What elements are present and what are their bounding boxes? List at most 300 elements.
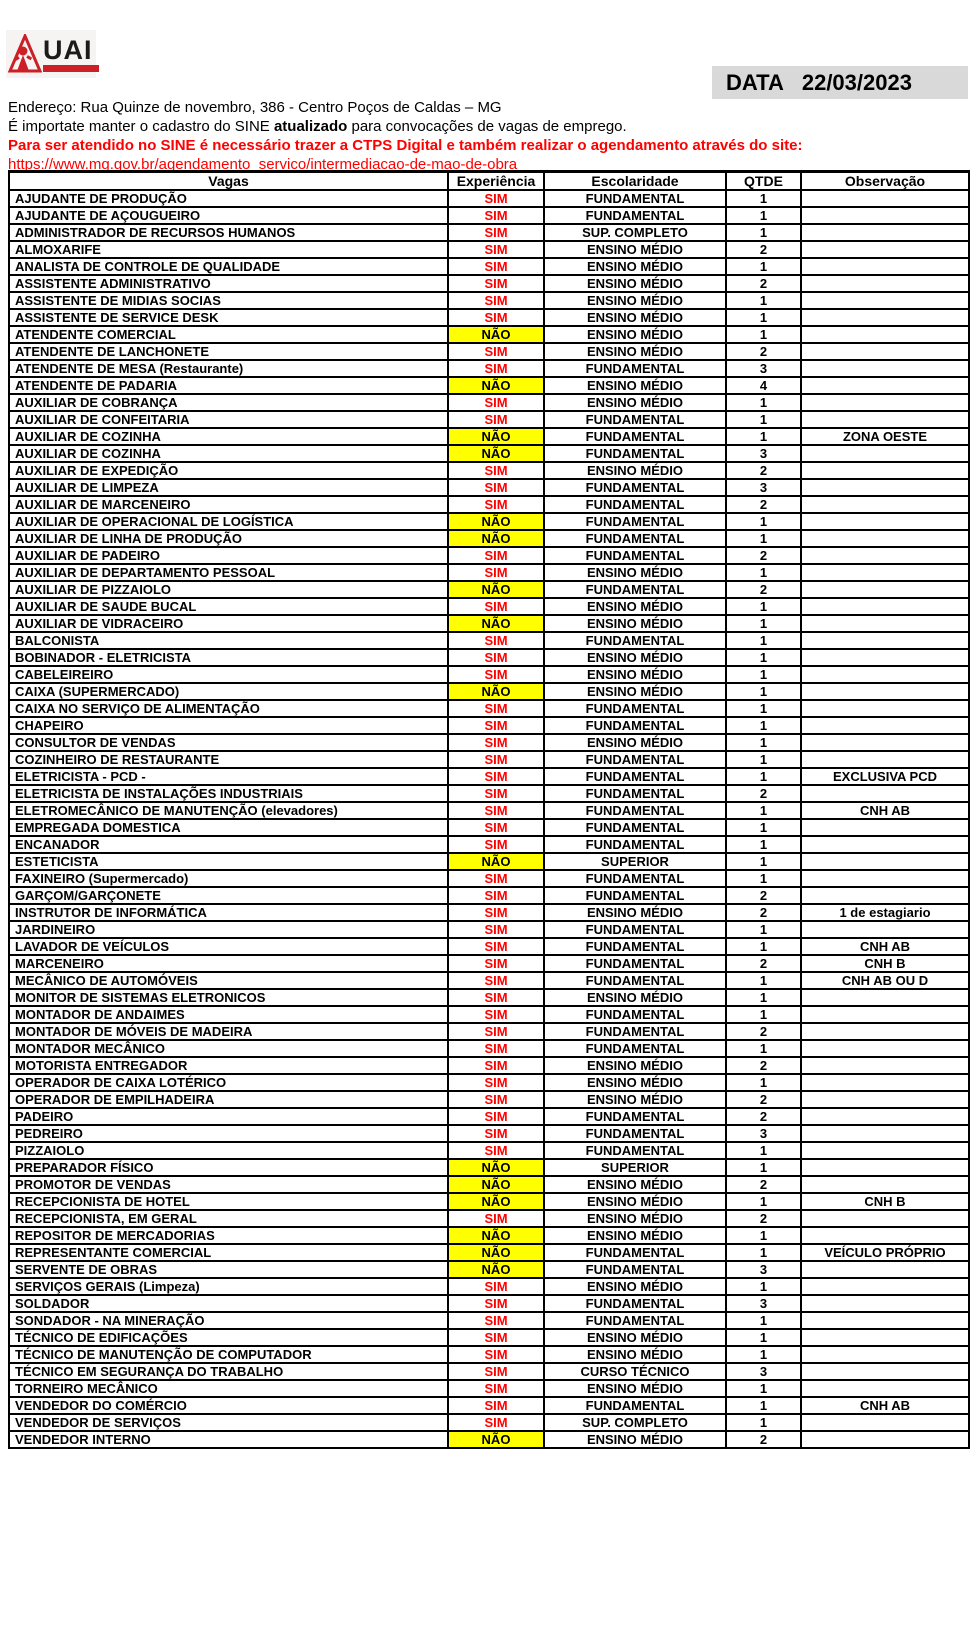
table-row <box>9 1108 969 1125</box>
vaga-cell: AJUDANTE DE PRODUÇÃO <box>9 190 448 207</box>
table-row <box>9 411 969 428</box>
table-row <box>9 1278 969 1295</box>
escolaridade-cell: FUNDAMENTAL <box>544 1244 726 1261</box>
table-row <box>9 615 969 632</box>
qtde-cell: 1 <box>726 1142 801 1159</box>
experiencia-cell: SIM <box>448 1074 544 1091</box>
escolaridade-cell: FUNDAMENTAL <box>544 836 726 853</box>
qtde-cell: 1 <box>726 428 801 445</box>
vaga-cell: ATENDENTE COMERCIAL <box>9 326 448 343</box>
experiencia-cell: SIM <box>448 1346 544 1363</box>
observacao-cell <box>801 292 969 309</box>
observacao-cell <box>801 275 969 292</box>
qtde-cell: 1 <box>726 1244 801 1261</box>
escolaridade-cell: CURSO TÉCNICO <box>544 1363 726 1380</box>
experiencia-cell: SIM <box>448 258 544 275</box>
table-row <box>9 1397 969 1414</box>
escolaridade-cell: ENSINO MÉDIO <box>544 1176 726 1193</box>
table-row <box>9 1380 969 1397</box>
experiencia-cell: SIM <box>448 207 544 224</box>
vaga-cell: TÉCNICO DE EDIFICAÇÕES <box>9 1329 448 1346</box>
observacao-cell <box>801 615 969 632</box>
vacancies-table-body <box>9 190 969 1448</box>
experiencia-cell: NÃO <box>448 853 544 870</box>
qtde-cell: 3 <box>726 1125 801 1142</box>
qtde-cell: 1 <box>726 1040 801 1057</box>
table-row <box>9 1057 969 1074</box>
escolaridade-cell: FUNDAMENTAL <box>544 819 726 836</box>
column-header-vagas: Vagas <box>9 172 448 191</box>
vaga-cell: ELETRICISTA DE INSTALAÇÕES INDUSTRIAIS <box>9 785 448 802</box>
experiencia-cell: SIM <box>448 1380 544 1397</box>
vaga-cell: MONTADOR DE ANDAIMES <box>9 1006 448 1023</box>
table-row <box>9 1312 969 1329</box>
observacao-cell <box>801 870 969 887</box>
escolaridade-cell: FUNDAMENTAL <box>544 496 726 513</box>
vaga-cell: ADMINISTRADOR DE RECURSOS HUMANOS <box>9 224 448 241</box>
observacao-cell <box>801 785 969 802</box>
qtde-cell: 2 <box>726 496 801 513</box>
qtde-cell: 2 <box>726 241 801 258</box>
vaga-cell: INSTRUTOR DE INFORMÁTICA <box>9 904 448 921</box>
table-row <box>9 717 969 734</box>
experiencia-cell: SIM <box>448 1023 544 1040</box>
vaga-cell: BALCONISTA <box>9 632 448 649</box>
date-label: DATA <box>726 69 784 95</box>
table-row <box>9 564 969 581</box>
vaga-cell: CONSULTOR DE VENDAS <box>9 734 448 751</box>
escolaridade-cell: ENSINO MÉDIO <box>544 343 726 360</box>
date-value: 22/03/2023 <box>801 69 912 95</box>
experiencia-cell: SIM <box>448 1108 544 1125</box>
escolaridade-cell: FUNDAMENTAL <box>544 802 726 819</box>
escolaridade-cell: ENSINO MÉDIO <box>544 394 726 411</box>
vaga-cell: AUXILIAR DE VIDRACEIRO <box>9 615 448 632</box>
experiencia-cell: SIM <box>448 751 544 768</box>
qtde-cell: 1 <box>726 1397 801 1414</box>
qtde-cell: 1 <box>726 768 801 785</box>
experiencia-cell: SIM <box>448 1040 544 1057</box>
vaga-cell: AUXILIAR DE EXPEDIÇÃO <box>9 462 448 479</box>
qtde-cell: 1 <box>726 819 801 836</box>
qtde-cell: 1 <box>726 1193 801 1210</box>
qtde-cell: 1 <box>726 190 801 207</box>
table-row <box>9 207 969 224</box>
qtde-cell: 3 <box>726 360 801 377</box>
experiencia-cell: SIM <box>448 1414 544 1431</box>
qtde-cell: 1 <box>726 1227 801 1244</box>
observacao-cell <box>801 343 969 360</box>
experiencia-cell: SIM <box>448 1363 544 1380</box>
table-row <box>9 394 969 411</box>
ctps-warning-line: Para ser atendido no SINE é necessário trazer a CTPS Digital e também realizar o agendamento através do site: <box>8 137 803 154</box>
experiencia-cell: NÃO <box>448 377 544 394</box>
vaga-cell: SERVIÇOS GERAIS (Limpeza) <box>9 1278 448 1295</box>
vaga-cell: AUXILIAR DE PADEIRO <box>9 547 448 564</box>
experiencia-cell: SIM <box>448 1210 544 1227</box>
observacao-cell: CNH B <box>801 1193 969 1210</box>
table-row <box>9 547 969 564</box>
vaga-cell: FAXINEIRO (Supermercado) <box>9 870 448 887</box>
escolaridade-cell: ENSINO MÉDIO <box>544 1227 726 1244</box>
table-row <box>9 326 969 343</box>
experiencia-cell: NÃO <box>448 428 544 445</box>
table-row <box>9 1006 969 1023</box>
observacao-cell <box>801 1227 969 1244</box>
observacao-cell <box>801 598 969 615</box>
escolaridade-cell: FUNDAMENTAL <box>544 921 726 938</box>
vaga-cell: RECEPCIONISTA DE HOTEL <box>9 1193 448 1210</box>
table-row <box>9 802 969 819</box>
experiencia-cell: SIM <box>448 1125 544 1142</box>
escolaridade-cell: FUNDAMENTAL <box>544 972 726 989</box>
observacao-cell: CNH AB OU D <box>801 972 969 989</box>
experiencia-cell: SIM <box>448 1278 544 1295</box>
qtde-cell: 1 <box>726 564 801 581</box>
vaga-cell: AUXILIAR DE PIZZAIOLO <box>9 581 448 598</box>
qtde-cell: 3 <box>726 479 801 496</box>
observacao-cell <box>801 1329 969 1346</box>
vaga-cell: CAIXA NO SERVIÇO DE ALIMENTAÇÃO <box>9 700 448 717</box>
experiencia-cell: NÃO <box>448 1431 544 1448</box>
escolaridade-cell: ENSINO MÉDIO <box>544 1091 726 1108</box>
table-row <box>9 1142 969 1159</box>
experiencia-cell: SIM <box>448 343 544 360</box>
escolaridade-cell: ENSINO MÉDIO <box>544 241 726 258</box>
vaga-cell: AUXILIAR DE MARCENEIRO <box>9 496 448 513</box>
escolaridade-cell: FUNDAMENTAL <box>544 1142 726 1159</box>
escolaridade-cell: FUNDAMENTAL <box>544 428 726 445</box>
escolaridade-cell: ENSINO MÉDIO <box>544 1346 726 1363</box>
vaga-cell: PADEIRO <box>9 1108 448 1125</box>
observacao-cell <box>801 1108 969 1125</box>
qtde-cell: 1 <box>726 1074 801 1091</box>
vaga-cell: AUXILIAR DE COBRANÇA <box>9 394 448 411</box>
observacao-cell <box>801 309 969 326</box>
scheduling-link[interactable]: https://www.mg.gov.br/agendamento_servico/intermediacao-de-mao-de-obra <box>8 156 518 173</box>
observacao-cell <box>801 734 969 751</box>
experiencia-cell: SIM <box>448 1006 544 1023</box>
escolaridade-cell: ENSINO MÉDIO <box>544 989 726 1006</box>
observacao-cell <box>801 258 969 275</box>
table-row <box>9 921 969 938</box>
qtde-cell: 3 <box>726 1363 801 1380</box>
vaga-cell: TÉCNICO DE MANUTENÇÃO DE COMPUTADOR <box>9 1346 448 1363</box>
qtde-cell: 1 <box>726 666 801 683</box>
observacao-cell <box>801 1380 969 1397</box>
observacao-cell <box>801 207 969 224</box>
experiencia-cell: SIM <box>448 938 544 955</box>
qtde-cell: 3 <box>726 1261 801 1278</box>
qtde-cell: 2 <box>726 462 801 479</box>
table-row <box>9 751 969 768</box>
escolaridade-cell: ENSINO MÉDIO <box>544 666 726 683</box>
observacao-cell <box>801 462 969 479</box>
table-row <box>9 598 969 615</box>
table-row <box>9 700 969 717</box>
experiencia-cell: SIM <box>448 598 544 615</box>
vaga-cell: TÉCNICO EM SEGURANÇA DO TRABALHO <box>9 1363 448 1380</box>
address-line: Endereço: Rua Quinze de novembro, 386 - Centro Poços de Caldas – MG <box>8 99 502 116</box>
vaga-cell: PREPARADOR FÍSICO <box>9 1159 448 1176</box>
table-row <box>9 309 969 326</box>
vaga-cell: PROMOTOR DE VENDAS <box>9 1176 448 1193</box>
table-row <box>9 1244 969 1261</box>
escolaridade-cell: FUNDAMENTAL <box>544 1261 726 1278</box>
escolaridade-cell: FUNDAMENTAL <box>544 870 726 887</box>
table-row <box>9 1363 969 1380</box>
vaga-cell: CABELEIREIRO <box>9 666 448 683</box>
qtde-cell: 1 <box>726 870 801 887</box>
table-row <box>9 1125 969 1142</box>
observacao-cell: VEÍCULO PRÓPRIO <box>801 1244 969 1261</box>
experiencia-cell: NÃO <box>448 1227 544 1244</box>
experiencia-cell: SIM <box>448 1091 544 1108</box>
observacao-cell <box>801 1091 969 1108</box>
escolaridade-cell: ENSINO MÉDIO <box>544 1431 726 1448</box>
observacao-cell <box>801 360 969 377</box>
table-row <box>9 1431 969 1448</box>
vaga-cell: GARÇOM/GARÇONETE <box>9 887 448 904</box>
qtde-cell: 1 <box>726 972 801 989</box>
observacao-cell: EXCLUSIVA PCD <box>801 768 969 785</box>
column-header-qtde: QTDE <box>726 172 801 191</box>
qtde-cell: 1 <box>726 751 801 768</box>
escolaridade-cell: ENSINO MÉDIO <box>544 326 726 343</box>
vaga-cell: OPERADOR DE CAIXA LOTÉRICO <box>9 1074 448 1091</box>
escolaridade-cell: FUNDAMENTAL <box>544 479 726 496</box>
qtde-cell: 1 <box>726 649 801 666</box>
table-row <box>9 785 969 802</box>
table-row <box>9 513 969 530</box>
table-row <box>9 972 969 989</box>
escolaridade-cell: ENSINO MÉDIO <box>544 1074 726 1091</box>
observacao-cell <box>801 751 969 768</box>
qtde-cell: 1 <box>726 411 801 428</box>
table-row <box>9 1346 969 1363</box>
experiencia-cell: SIM <box>448 666 544 683</box>
qtde-cell: 2 <box>726 275 801 292</box>
escolaridade-cell: FUNDAMENTAL <box>544 1023 726 1040</box>
qtde-cell: 1 <box>726 938 801 955</box>
observacao-cell <box>801 819 969 836</box>
vaga-cell: AUXILIAR DE COZINHA <box>9 445 448 462</box>
experiencia-cell: NÃO <box>448 615 544 632</box>
uai-logo-tagline-bar <box>43 65 99 72</box>
qtde-cell: 1 <box>726 717 801 734</box>
observacao-cell <box>801 513 969 530</box>
table-row <box>9 666 969 683</box>
table-header-row <box>9 172 969 191</box>
table-row <box>9 190 969 207</box>
qtde-cell: 1 <box>726 921 801 938</box>
experiencia-cell: NÃO <box>448 513 544 530</box>
experiencia-cell: SIM <box>448 190 544 207</box>
escolaridade-cell: ENSINO MÉDIO <box>544 904 726 921</box>
qtde-cell: 2 <box>726 581 801 598</box>
escolaridade-cell: ENSINO MÉDIO <box>544 734 726 751</box>
observacao-cell <box>801 632 969 649</box>
vaga-cell: VENDEDOR DE SERVIÇOS <box>9 1414 448 1431</box>
qtde-cell: 1 <box>726 1312 801 1329</box>
experiencia-cell: SIM <box>448 700 544 717</box>
observacao-cell <box>801 853 969 870</box>
qtde-cell: 2 <box>726 955 801 972</box>
experiencia-cell: NÃO <box>448 1176 544 1193</box>
experiencia-cell: SIM <box>448 768 544 785</box>
qtde-cell: 1 <box>726 1380 801 1397</box>
qtde-cell: 1 <box>726 700 801 717</box>
observacao-cell <box>801 394 969 411</box>
experiencia-cell: NÃO <box>448 581 544 598</box>
qtde-cell: 2 <box>726 1210 801 1227</box>
experiencia-cell: NÃO <box>448 1261 544 1278</box>
experiencia-cell: NÃO <box>448 326 544 343</box>
table-row <box>9 1176 969 1193</box>
table-row <box>9 1210 969 1227</box>
experiencia-cell: SIM <box>448 819 544 836</box>
observacao-cell <box>801 581 969 598</box>
escolaridade-cell: FUNDAMENTAL <box>544 513 726 530</box>
observacao-cell: CNH AB <box>801 1397 969 1414</box>
escolaridade-cell: FUNDAMENTAL <box>544 1397 726 1414</box>
escolaridade-cell: ENSINO MÉDIO <box>544 615 726 632</box>
observacao-cell <box>801 836 969 853</box>
vaga-cell: ASSISTENTE DE MIDIAS SOCIAS <box>9 292 448 309</box>
experiencia-cell: SIM <box>448 904 544 921</box>
vaga-cell: AUXILIAR DE CONFEITARIA <box>9 411 448 428</box>
escolaridade-cell: FUNDAMENTAL <box>544 768 726 785</box>
table-row <box>9 683 969 700</box>
observacao-cell <box>801 1057 969 1074</box>
observacao-cell <box>801 1023 969 1040</box>
qtde-cell: 3 <box>726 1295 801 1312</box>
experiencia-cell: SIM <box>448 802 544 819</box>
escolaridade-cell: FUNDAMENTAL <box>544 581 726 598</box>
table-row <box>9 768 969 785</box>
qtde-cell: 1 <box>726 1159 801 1176</box>
escolaridade-cell: ENSINO MÉDIO <box>544 598 726 615</box>
table-row <box>9 581 969 598</box>
observacao-cell <box>801 377 969 394</box>
column-header-escolaridade: Escolaridade <box>544 172 726 191</box>
escolaridade-cell: ENSINO MÉDIO <box>544 377 726 394</box>
qtde-cell: 1 <box>726 394 801 411</box>
experiencia-cell: SIM <box>448 955 544 972</box>
qtde-cell: 2 <box>726 1431 801 1448</box>
escolaridade-cell: FUNDAMENTAL <box>544 1312 726 1329</box>
experiencia-cell: NÃO <box>448 1244 544 1261</box>
observacao-cell <box>801 411 969 428</box>
qtde-cell: 1 <box>726 207 801 224</box>
sine-note-line <box>8 117 802 136</box>
observacao-cell <box>801 547 969 564</box>
qtde-cell: 1 <box>726 1346 801 1363</box>
vaga-cell: LAVADOR DE VEÍCULOS <box>9 938 448 955</box>
escolaridade-cell: FUNDAMENTAL <box>544 445 726 462</box>
escolaridade-cell: FUNDAMENTAL <box>544 700 726 717</box>
vaga-cell: ELETROMECÂNICO DE MANUTENÇÃO (elevadores) <box>9 802 448 819</box>
qtde-cell: 2 <box>726 1108 801 1125</box>
observacao-cell <box>801 445 969 462</box>
table-row <box>9 836 969 853</box>
escolaridade-cell: FUNDAMENTAL <box>544 1108 726 1125</box>
qtde-cell: 1 <box>726 309 801 326</box>
table-row <box>9 377 969 394</box>
sine-note-bold: atualizado <box>273 118 348 135</box>
vaga-cell: ATENDENTE DE LANCHONETE <box>9 343 448 360</box>
observacao-cell <box>801 1363 969 1380</box>
experiencia-cell: SIM <box>448 836 544 853</box>
qtde-cell: 1 <box>726 683 801 700</box>
escolaridade-cell: SUPERIOR <box>544 853 726 870</box>
escolaridade-cell: FUNDAMENTAL <box>544 411 726 428</box>
observacao-cell <box>801 479 969 496</box>
experiencia-cell: SIM <box>448 275 544 292</box>
observacao-cell <box>801 683 969 700</box>
experiencia-cell: NÃO <box>448 1193 544 1210</box>
experiencia-cell: SIM <box>448 717 544 734</box>
vaga-cell: AUXILIAR DE COZINHA <box>9 428 448 445</box>
sine-note-suffix: para convocações de vagas de emprego. <box>347 118 627 135</box>
table-row <box>9 258 969 275</box>
vaga-cell: ATENDENTE DE MESA (Restaurante) <box>9 360 448 377</box>
vaga-cell: SERVENTE DE OBRAS <box>9 1261 448 1278</box>
escolaridade-cell: FUNDAMENTAL <box>544 190 726 207</box>
column-header-experiencia: Experiência <box>448 172 544 191</box>
experiencia-cell: SIM <box>448 649 544 666</box>
vaga-cell: AUXILIAR DE LIMPEZA <box>9 479 448 496</box>
qtde-cell: 2 <box>726 1057 801 1074</box>
vaga-cell: SOLDADOR <box>9 1295 448 1312</box>
escolaridade-cell: FUNDAMENTAL <box>544 717 726 734</box>
experiencia-cell: SIM <box>448 887 544 904</box>
experiencia-cell: SIM <box>448 564 544 581</box>
escolaridade-cell: ENSINO MÉDIO <box>544 649 726 666</box>
experiencia-cell: SIM <box>448 309 544 326</box>
escolaridade-cell: ENSINO MÉDIO <box>544 1380 726 1397</box>
vaga-cell: CAIXA (SUPERMERCADO) <box>9 683 448 700</box>
experiencia-cell: SIM <box>448 360 544 377</box>
experiencia-cell: NÃO <box>448 445 544 462</box>
vaga-cell: ASSISTENTE ADMINISTRATIVO <box>9 275 448 292</box>
table-row <box>9 734 969 751</box>
table-row <box>9 1040 969 1057</box>
escolaridade-cell: SUPERIOR <box>544 1159 726 1176</box>
table-row <box>9 1091 969 1108</box>
vaga-cell: JARDINEIRO <box>9 921 448 938</box>
table-row <box>9 1159 969 1176</box>
table-row <box>9 343 969 360</box>
qtde-cell: 2 <box>726 887 801 904</box>
qtde-cell: 2 <box>726 785 801 802</box>
table-row <box>9 462 969 479</box>
vaga-cell: REPRESENTANTE COMERCIAL <box>9 1244 448 1261</box>
table-row <box>9 632 969 649</box>
observacao-cell <box>801 666 969 683</box>
escolaridade-cell: ENSINO MÉDIO <box>544 683 726 700</box>
escolaridade-cell: ENSINO MÉDIO <box>544 1210 726 1227</box>
observacao-cell <box>801 190 969 207</box>
qtde-cell: 1 <box>726 734 801 751</box>
observacao-cell <box>801 1278 969 1295</box>
experiencia-cell: SIM <box>448 870 544 887</box>
table-row <box>9 955 969 972</box>
escolaridade-cell: FUNDAMENTAL <box>544 1006 726 1023</box>
observacao-cell <box>801 649 969 666</box>
table-row <box>9 1023 969 1040</box>
experiencia-cell: SIM <box>448 479 544 496</box>
